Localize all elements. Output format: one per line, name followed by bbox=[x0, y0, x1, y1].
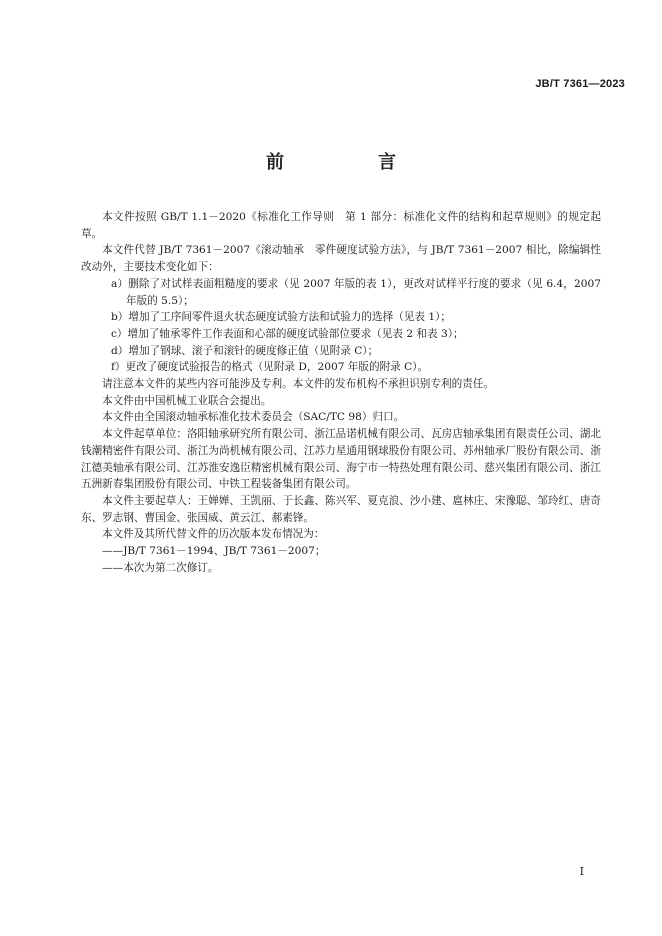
paragraph-drafting-organizations: 本文件起草单位：洛阳轴承研究所有限公司、浙江品诺机械有限公司、瓦房店轴承集团有限责任公司、湖北钱潮精密件有限公司、浙江为尚机械有限公司、江苏力星通用钢球股份有限公司、苏州轴承厂股份有限公司、浙江德美轴承有限公司、江苏淮安逸臣精密机械有限公司、海宁市一特热处理有限公司、慈兴集团有限公司、浙江五洲新春集团股份有限公司、中铁工程装备集团有限公司。 bbox=[81, 428, 601, 491]
paragraph-proposer: 本文件由中国机械工业联合会提出。 bbox=[102, 394, 272, 407]
paragraph-patent-notice: 请注意本文件的某些内容可能涉及专利。本文件的发布机构不承担识别专利的责任。 bbox=[102, 378, 494, 391]
page-title: 前 言 bbox=[266, 152, 434, 173]
paragraph-drafting-rules: 本文件按照 GB/T 1.1－2020《标准化工作导则 第 1 部分：标准化文件的结构和起草规则》的规定起草。 bbox=[81, 211, 601, 240]
change-item-c: c）增加了轴承零件工作表面和心部的硬度试验部位要求（见表 2 和表 3）； bbox=[111, 327, 464, 340]
change-item-f: f）更改了硬度试验报告的格式（见附录 D，2007 年版的附录 C）。 bbox=[111, 361, 429, 374]
paragraph-committee: 本文件由全国滚动轴承标准化技术委员会（SAC/TC 98）归口。 bbox=[102, 411, 405, 424]
page-number: I bbox=[579, 865, 584, 878]
foreword-body bbox=[81, 209, 601, 576]
history-item-current-revision: ——本次为第二次修订。 bbox=[102, 561, 219, 574]
paragraph-version-history: 本文件及其所代替文件的历次版本发布情况为： bbox=[102, 528, 325, 541]
change-item-b: b）增加了工序间零件退火状态硬度试验方法和试验力的选择（见表 1）； bbox=[111, 311, 451, 324]
document-number: JB/T 7361—2023 bbox=[535, 78, 625, 90]
paragraph-replacement: 本文件代替 JB/T 7361－2007《滚动轴承 零件硬度试验方法》，与 JB/T 7361－2007 相比，除编辑性改动外，主要技术变化如下： bbox=[81, 244, 601, 274]
change-item-a: a）删除了对试样表面粗糙度的要求（见 2007 年版的表 1），更改对试样平行度的要求（见 6.4，2007 年版的 5.5）； bbox=[111, 277, 601, 307]
paragraph-drafters: 本文件主要起草人：王婵婵、王凯丽、于长鑫、陈兴军、夏克浪、沙小建、扈林庄、宋豫聪、邹玲红、唐奇东、罗志钢、曹国金、张国威、黄云江、郝素锋。 bbox=[81, 494, 601, 524]
change-item-d: d）增加了钢球、滚子和滚针的硬度修正值（见附录 C）； bbox=[111, 344, 379, 357]
history-item-previous-editions: ——JB/T 7361－1994、JB/T 7361－2007； bbox=[102, 545, 326, 558]
